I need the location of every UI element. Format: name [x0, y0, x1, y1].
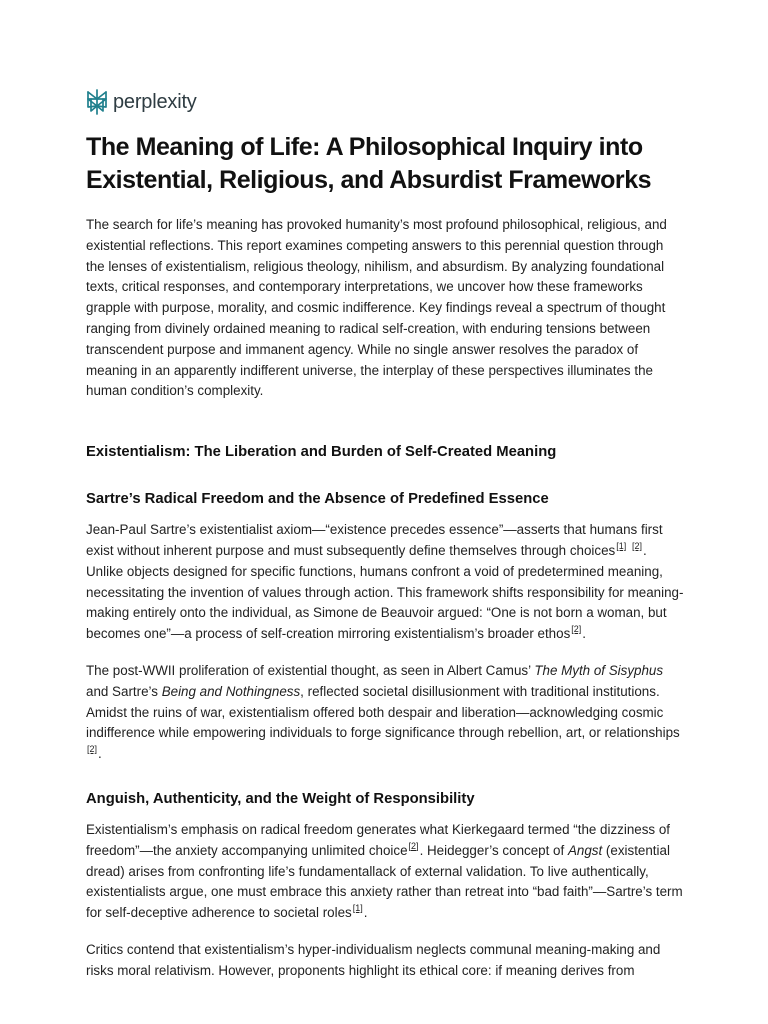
text-run: . Heidegger’s concept of — [419, 842, 568, 858]
subsection-heading-sartre: Sartre’s Radical Freedom and the Absence of Predefined Essence — [86, 491, 549, 508]
text-run: and Sartre’s — [86, 683, 162, 699]
paragraph-anguish-2 — [86, 940, 684, 982]
text-run: (existential dread) arises from confronting life’s fundamentallack of external validation. To live authentically, existentialists argue, one must embrace this anxiety rather than retreat into “bad faith”—Sartre’s term for self-deceptive adherence to societal roles — [86, 842, 683, 921]
brand-logo[interactable] — [86, 86, 684, 118]
section-heading-existentialism: Existentialism: The Liberation and Burden of Self-Created Meaning — [86, 444, 557, 461]
text-run: , reflected societal disillusionment with traditional institutions. Amidst the ruins of war, existentialism offered both despair and liberation—acknowledging cosmic indifference while empowering individuals to forge significance through rebellion, art, or relationships — [86, 683, 680, 741]
paragraph-sartre-2 — [86, 661, 684, 765]
paragraph-anguish-1 — [86, 820, 684, 924]
abstract-paragraph: The search for life’s meaning has provoked humanity’s most profound philosophical, religious, and existential reflections. This report examines competing answers to this perennial question through the lenses of existentialism, religious theology, nihilism, and absurdism. By analyzing foundational texts, critical responses, and contemporary interpretations, we uncover how these frameworks grapple with purpose, morality, and cosmic indifference. Key findings reveal a spectrum of thought ranging from divinely ordained meaning to radical self-creation, with enduring tensions between transcendent purpose and immanent agency. While no single answer resolves the paradox of meaning in an apparently indifferent universe, the interplay of these perspectives illuminates the human condition’s complexity. — [86, 217, 667, 399]
text-run: Critics contend that existentialism’s hyper-individualism neglects communal meaning-making and risks moral relativism. However, proponents highlight its ethical core: if meaning derives from — [86, 941, 661, 978]
text-run: . — [98, 746, 102, 762]
citation-link[interactable]: [2] — [571, 624, 582, 635]
book-title-myth-of-sisyphus: The Myth of Sisyphus — [534, 662, 664, 678]
perplexity-logo-icon — [86, 89, 108, 115]
text-run: . — [363, 905, 368, 921]
document-title: The Meaning of Life: A Philosophical Inquiry into Existential, Religious, and Absurdist Frameworks — [86, 133, 652, 194]
text-run: The post-WWII proliferation of existential thought, as seen in Albert Camus’ — [86, 662, 535, 678]
document-page — [86, 86, 684, 982]
text-run: . Unlike objects designed for specific functions, humans confront a void of predetermined meaning, necessitating the invention of values through action. This framework shifts responsibility for meaning-making entirely onto the individual, as Simone de Beauvoir argued: “One is not born a woman, but becomes one”—a process of self-creation mirroring existentialism’s broader ethos — [86, 542, 684, 642]
citation-link[interactable]: [2] — [632, 540, 643, 551]
term-angst: Angst — [567, 842, 603, 858]
text-run: Existentialism’s emphasis on radical freedom generates what Kierkegaard termed “the dizziness of freedom”—the anxiety accompanying unlimited choice — [86, 821, 671, 858]
citation-link[interactable]: [1] — [616, 540, 627, 551]
citation-link[interactable]: [2] — [408, 840, 419, 851]
paragraph-sartre-1 — [86, 520, 684, 645]
text-run: . — [582, 626, 587, 642]
book-title-being-and-nothingness: Being and Nothingness — [161, 683, 301, 699]
citation-link[interactable]: [1] — [352, 903, 363, 914]
brand-name: perplexity — [113, 90, 197, 113]
text-run: Jean-Paul Sartre’s existentialist axiom—“existence precedes essence”—asserts that humans first exist without inherent purpose and must subsequently define themselves through choices — [86, 522, 663, 558]
subsection-heading-anguish: Anguish, Authenticity, and the Weight of Responsibility — [86, 790, 475, 807]
citation-link[interactable]: [2] — [87, 744, 98, 755]
